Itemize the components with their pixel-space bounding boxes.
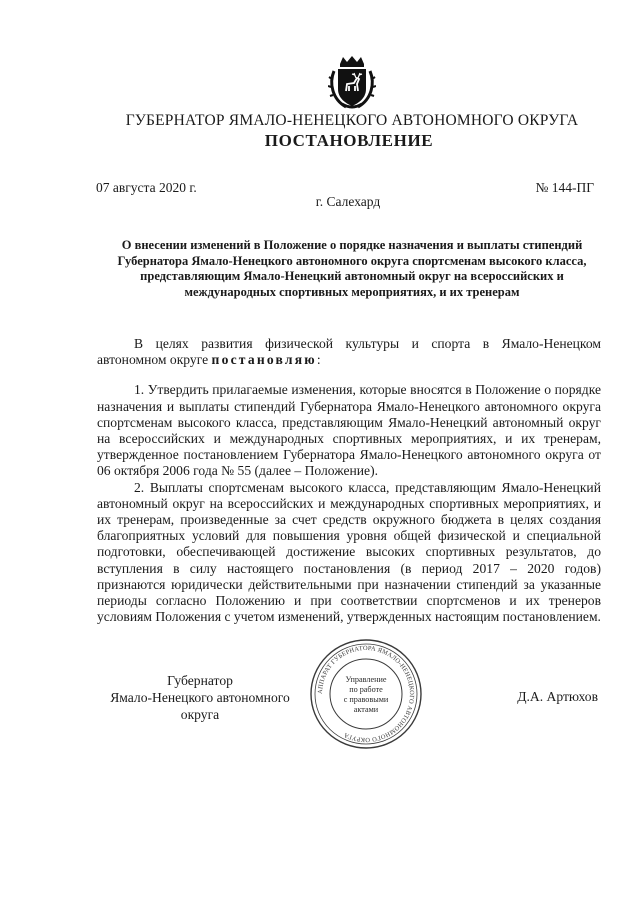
document-body	[97, 336, 601, 625]
signatory-position-line2: Ямало-Ненецкого автономного округа	[110, 690, 290, 722]
seal-center-line-4: актами	[353, 705, 379, 714]
yamal-nenets-coat-of-arms-icon	[328, 55, 376, 111]
preamble-paragraph	[97, 336, 601, 368]
seal-center-line-2: по работе	[349, 685, 383, 694]
seal-center-line-1: Управление	[345, 675, 387, 684]
org-title: ГУБЕРНАТОР ЯМАЛО-НЕНЕЦКОГО АВТОНОМНОГО ОКРУГА	[125, 112, 579, 129]
signatory-name: Д.А. Артюхов	[517, 689, 598, 704]
seal-ring-text: АППАРАТ ГУБЕРНАТОРА ЯМАЛО-НЕНЕЦКОГО АВТОНОМНОГО ОКРУГА	[316, 644, 416, 744]
signatory-position	[96, 672, 304, 723]
signatory-position-line1: Губернатор	[167, 673, 233, 688]
document-city: г. Салехард	[315, 194, 381, 209]
document-number: № 144-ПГ	[535, 180, 594, 195]
official-seal-stamp	[309, 638, 423, 750]
seal-center-line-3: с правовыми	[343, 695, 389, 704]
preamble-emphasis: постановляю	[211, 352, 317, 368]
document-subject: О внесении изменений в Положение о порядке назначения и выплаты стипендий Губернатора Ямало-Ненецкого автономного округа спортсменам высокого класса, представляющим Ямало-Ненецкий автономный округ на всероссийских и международных спортивных мероприятиях, и их тренерам	[117, 238, 587, 299]
paragraph-2: 2. Выплаты спортсменам высокого класса, представляющим Ямало-Ненецкий автономный округ на всероссийских и международных спортивных мероприятиях, и их тренерам, произведенные за счет средств окружного бюджета в целях создания благоприятных условий для повышения уровня общей физической и специальной подготовки, обеспечивающей достижение высоких спортивных результатов, до вступления в силу настоящего постановления (в период 2017 – 2020 годов) признаются юридически действительными при назначении стипендий за указанные периоды согласно Положению и при соответствии спортсменов и их тренеров условиям Положения с учетом изменений, утвержденных настоящим постановлением.	[97, 479, 601, 625]
preamble-text: В целях развития физической культуры и спорта в Ямало-Ненецком автономном округе	[97, 336, 601, 368]
document-type: ПОСТАНОВЛЕНИЕ	[264, 131, 434, 150]
document-date: 07 августа 2020 г.	[96, 180, 197, 195]
preamble-suffix: :	[316, 352, 321, 368]
paragraph-1: 1. Утвердить прилагаемые изменения, которые вносятся в Положение о порядке назначения и выплаты стипендий Губернатора Ямало-Ненецкого автономного округа спортсменам высокого класса, представляющим Ямало-Ненецкий автономный округ на всероссийских и международных спортивных мероприятиях, и их тренерам, утвержденное постановлением Губернатора Ямало-Ненецкого автономного округа от 06 октября 2006 года № 55 (далее – Положение).	[97, 382, 601, 479]
svg-text:АППАРАТ ГУБЕРНАТОРА ЯМАЛО-НЕНЕ	[317, 645, 415, 743]
